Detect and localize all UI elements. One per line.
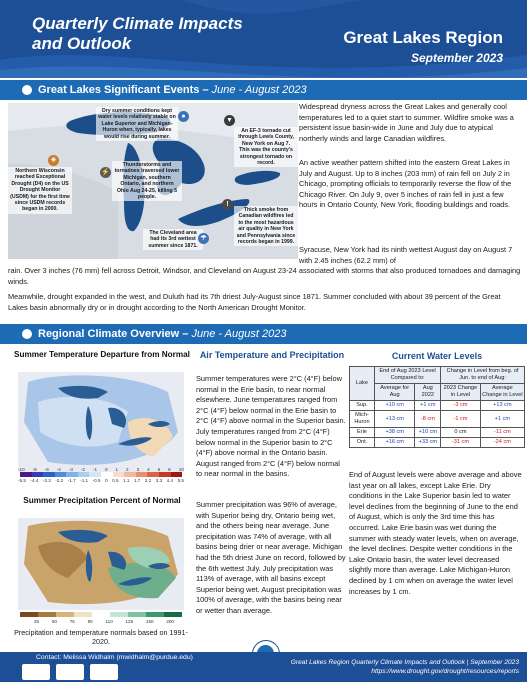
overview-section-bar: Regional Climate Overview – June - August 2023: [0, 324, 527, 344]
callout-wildfire-smoke: Thick smoke from Canadian wildfires led to the most hazardous air quality in New York and Pennsylvania since records began in 1999.: [234, 206, 298, 246]
callout-thunderstorms: Thunderstorms and tornadoes traversed lower Michigan, southern Ontario, and northern Ohio Aug 24-25, killing 5 people.: [112, 161, 182, 201]
table-row: Mich-Huron +13 cm -8 cm -1 cm +1 cm: [350, 411, 525, 428]
temperature-departure-map: [18, 372, 184, 472]
temp-legend-labels-f: -10 -8 -6 -4 -3 -2 -1 0 1 2 3 4 6 8 10: [18, 467, 184, 472]
normals-note: Precipitation and temperature normals based on 1991-2020.: [14, 628, 188, 646]
water-levels-heading: Current Water Levels: [391, 351, 483, 361]
precipitation-percent-map: [18, 518, 184, 610]
partner-logo-icon: [56, 664, 84, 680]
great-lakes-events-map: [8, 103, 298, 259]
callout-cleveland: The Cleveland area had its 3rd wettest summer since 1871.: [143, 229, 203, 250]
drought-icon: ☀: [48, 155, 59, 166]
col-2023-change: 2023 Change in Level: [441, 384, 481, 401]
contact-info: Contact: Melissa Widhalm (mwidhalm@purdue.edu): [36, 654, 193, 661]
events-paragraph-2: An active weather pattern shifted into the eastern Great Lakes in July and August. Up to 8 inches (203 mm) of rain fell on July 2 in Chicago, prompting officials to temporarily reverse the flow of the Chicago River. On July 9, over 5 inches of rain fell in just a few hours in Ontario County, New York, flooding buildings and roads.: [299, 158, 512, 210]
rain-icon: ☂: [198, 233, 209, 244]
col-aug-2022: Aug 2022: [415, 384, 441, 401]
bullet-icon: [22, 85, 32, 95]
tornado-icon: ▼: [224, 115, 235, 126]
events-paragraph-1: Widespread dryness across the Great Lakes and generally cool temperatures led to a quiet start to summer. Wildfire smoke was a persistent issue basin-wide in June and July due to atypical northerly winds and large Canadian wildfires.: [299, 102, 514, 143]
water-levels-paragraph: End of August levels were above average and above last year on all lakes, except Lake Erie. Dry conditions in the Lake Superior basin led to water level declines from the beginning of June to the end of August, which is only the 3rd time this has occurred. Lake Erie basin was wet during the summer with steady water levels, when on average, the level declines. Despite wetter conditions in the Lake Ontario basin, the water level decreased slightly more than average. Lake Michigan-Huron declined by 1 cm when on average the water level increases by 1 cm.: [349, 470, 522, 596]
air-precip-paragraph: Summer precipitation was 96% of average, with Superior being dry, Ontario being wet, and the others being near average. June precipitation was 74% of average, with all basins being drier or near average. Michigan had the 5th driest June on record, followed by the 6th wettest July. July precipitation was 113% of average, with all basins except Superior being wet. August precipitation was 100% of average, with the basins being near or wetter than average.: [196, 500, 346, 615]
col-average-aug: Average for Aug: [374, 384, 415, 401]
col-group-change: Change in Level from beg. of Jun. to end of Aug:: [441, 367, 525, 384]
table-row: Erie +38 cm +10 cm 0 cm -11 cm: [350, 428, 525, 438]
page-header: [0, 0, 527, 78]
page-footer: [0, 652, 527, 682]
water-levels-table: [349, 366, 525, 448]
partner-logo-icon: [90, 664, 118, 680]
region-title: Great Lakes Region: [343, 28, 503, 47]
temp-legend-labels-c: -5.5 -4.4 -3.3 -2.2 -1.7 -1.1 -0.5 0 0.5 1.1 1.7 2.2 3.3 4.4 5.5: [18, 478, 184, 483]
events-section-bar: Great Lakes Significant Events – June - August 2023: [0, 80, 527, 100]
callout-tornado: An EF-3 tornado cut through Lewis County, New York on Aug 7. This was the county's strongest tornado on record.: [234, 127, 298, 167]
events-paragraph-3: Syracuse, New York had its ninth wettest August day on August 7 with 2.45 inches (62.2 mm) of: [299, 245, 513, 265]
footer-citation: Great Lakes Region Quarterly Climate Impacts and Outlook | September 2023 https://www.drought.gov/drought/resources/reports: [290, 659, 519, 675]
temp-legend-bar: [20, 472, 182, 477]
partner-logos: [22, 664, 118, 680]
report-date: September 2023: [410, 51, 503, 65]
smoke-warning-icon: !: [222, 199, 233, 210]
callout-dry-summer: Dry summer conditions kept water levels relatively stable on Lake Superior and Michigan-Huron when, typically, lakes would rise during summer.: [96, 107, 178, 141]
precip-legend-labels: 25 50 75 90 110 125 150 200: [34, 619, 174, 624]
temp-map-graphic: [18, 372, 184, 472]
precip-map-title: Summer Precipitation Percent of Normal: [23, 496, 181, 505]
col-lake: Lake: [350, 367, 375, 401]
col-group-level-compared: End of Aug 2023 Level Compared to:: [374, 367, 440, 384]
partner-logo-icon: [22, 664, 50, 680]
air-temp-precip-heading: Air Temperature and Precipitation: [199, 350, 345, 360]
thunderstorm-icon: ⚡: [101, 169, 110, 176]
col-average-change: Average Change in Level: [480, 384, 524, 401]
page-title: Quarterly Climate Impacts and Outlook: [32, 14, 243, 53]
table-row: Sup. +10 cm +1 cm -3 cm +13 cm: [350, 401, 525, 411]
temp-map-title: Summer Temperature Departure from Normal: [14, 350, 190, 359]
precip-legend-bar: [20, 612, 182, 617]
events-paragraph-3b: rain. Over 3 inches (76 mm) fell across Detroit, Windsor, and Cleveland on August 23-24 associated with storms that also produced tornadoes and damaging winds.: [8, 266, 521, 286]
water-drop-icon: ●: [178, 111, 189, 122]
reports-link[interactable]: https://www.drought.gov/drought/resources/reports: [371, 668, 519, 675]
table-row: Ont. +16 cm +33 cm -31 cm -24 cm: [350, 438, 525, 448]
bullet-icon: [22, 329, 32, 339]
air-temp-paragraph: Summer temperatures were 2°C (4°F) below normal in the Erie basin, to near normal elsewhere. June temperatures ranged from 2°C (4°F) below normal in the Erie basin to 2°C (4°F) above normal in the Superior basin. July temperatures ranged from 2°C (4°F) below normal in the Superior basin to 2°C (4°F) above normal in the Ontario basin. August ranged from 2°C (4°F) below normal to near normal in the basins.: [196, 374, 346, 479]
precip-map-graphic: [18, 518, 184, 610]
callout-wisconsin-drought: Northern Wisconsin reached Exceptional Drought (D4) on the US Drought Monitor (USDM) for the first time since USDM records began in 2000.: [8, 167, 72, 214]
events-paragraph-4: Meanwhile, drought expanded in the west, and Duluth had its 7th driest July-August since 1871. Summer concluded with about 39 percent of the Great Lakes basin abnormally dry or in drought according to the North American Drought Monitor.: [8, 292, 501, 312]
